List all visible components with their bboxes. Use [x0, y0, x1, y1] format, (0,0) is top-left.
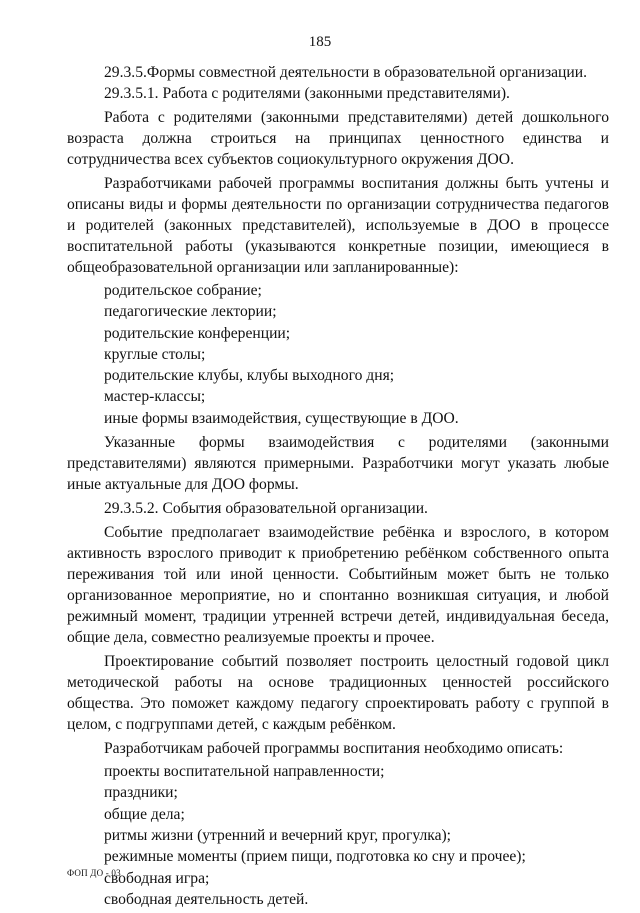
describe-list [67, 761, 609, 910]
list-item: иные формы взаимодействия, существующие в ДОО. [104, 409, 459, 427]
list-item: родительские клубы, клубы выходного дня; [104, 367, 395, 385]
list-item: проекты воспитательной направленности; [104, 763, 385, 781]
list-item: режимные моменты (прием пищи, подготовка ко сну и прочее); [104, 848, 526, 866]
list-item: педагогические лектории; [104, 303, 277, 321]
list-item: родительские конференции; [104, 324, 291, 342]
list-item: круглые столы; [104, 345, 206, 363]
list-item: ритмы жизни (утренний и вечерний круг, прогулка); [104, 826, 452, 844]
list-item: свободная деятельность детей. [104, 890, 309, 908]
list-item: мастер-классы; [104, 388, 206, 406]
paragraph-forms-note: Указанные формы взаимодействия с родителями (законными представителями) являются примерными. Разработчики могут указать любые иные актуальные для ДОО формы. [67, 434, 609, 494]
paragraph-developers-forms: Разработчиками рабочей программы воспитания должны быть учтены и описаны виды и формы деятельности по организации сотрудничества педагогов и родителей (законных представителей), используемые в ДОО в процессе воспитательной работы (указываются конкретные позиции, имеющиеся в общеобразовательной организации или запланированные): [67, 175, 609, 276]
footer-code: ФОП ДО - 03 [67, 868, 121, 878]
list-item: свободная игра; [104, 869, 210, 887]
heading-events: 29.3.5.2. События образовательной организации. [104, 500, 428, 518]
list-item: праздники; [104, 784, 178, 802]
heading-parents: 29.3.5.1. Работа с родителями (законными представителями). [104, 85, 510, 102]
list-item: родительское собрание; [104, 282, 262, 299]
heading-forms: 29.3.5.Формы совместной деятельности в образовательной организации. [104, 64, 587, 81]
forms-list [67, 280, 609, 429]
list-item: общие дела; [104, 805, 185, 823]
paragraph-event-definition: Событие предполагает взаимодействие ребёнка и взрослого, в котором активность взрослого приводит к приобретению ребёнком собственного опыта переживания той или иной ценности. Событийным может быть не только организованное мероприятие, но и спонтанно возникшая ситуация, и любой режимный момент, традиции утренней встречи детей, индивидуальная беседа, общие дела, совместно реализуемые проекты и прочее. [67, 524, 609, 647]
paragraph-event-design: Проектирование событий позволяет построить целостный годовой цикл методической работы на основе традиционных ценностей российского общества. Это поможет каждому педагогу спроектировать работу с группой в целом, с подгруппами детей, с каждым ребёнком. [67, 653, 609, 734]
document-body [67, 62, 609, 913]
page-number: 185 [308, 34, 332, 50]
paragraph-developers-describe: Разработчикам рабочей программы воспитания необходимо описать: [104, 740, 564, 758]
paragraph-parents-intro: Работа с родителями (законными представителями) детей дошкольного возраста должна строиться на принципах ценностного единства и сотрудничества всех субъектов социокультурного окружения ДОО. [67, 109, 609, 168]
